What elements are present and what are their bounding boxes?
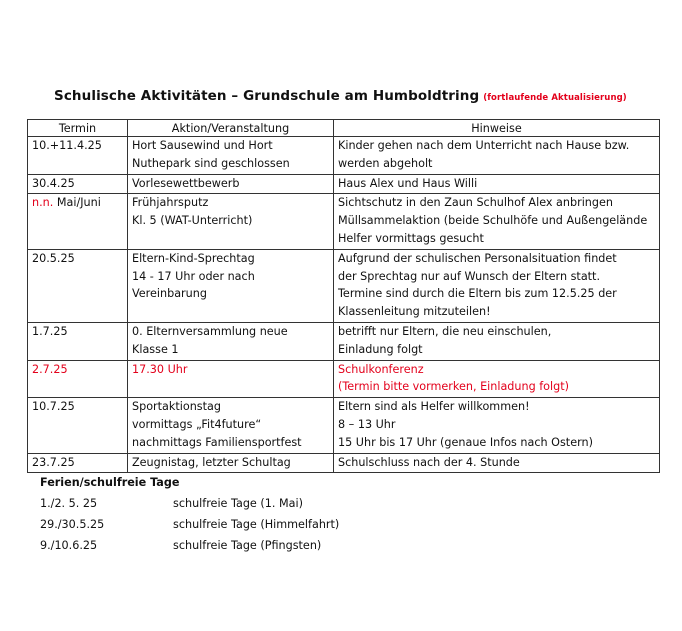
cell-hinweise: [334, 398, 660, 453]
hinweis-line: Müllsammelaktion (beide Schulhöfe und Außengelände: [338, 214, 648, 228]
termin-date: 10.7.25: [32, 400, 75, 414]
cell-termin: [28, 322, 128, 360]
title-subtitle: (fortlaufende Aktualisierung): [483, 93, 627, 103]
aktion-line: 14 - 17 Uhr oder nach: [132, 269, 255, 283]
table-body: [28, 137, 660, 473]
table-row: [28, 360, 660, 398]
termin-prefix: n.n.: [32, 196, 54, 210]
cell-hinweise: [334, 360, 660, 398]
aktion-line: 0. Elternversammlung neue: [132, 324, 288, 338]
cell-aktion: [128, 453, 334, 473]
hinweis-line: Klassenleitung mitzuteilen!: [338, 305, 491, 319]
cell-hinweise: [334, 194, 660, 249]
hinweis-line: werden abgeholt: [338, 156, 433, 170]
cell-termin: [28, 249, 128, 322]
termin-date: 20.5.25: [32, 251, 75, 265]
cell-aktion: [128, 137, 334, 175]
hinweis-line: Schulschluss nach der 4. Stunde: [338, 455, 520, 469]
hinweis-line: betrifft nur Eltern, die neu einschulen,: [338, 324, 552, 338]
hinweis-line: 8 – 13 Uhr: [338, 417, 396, 431]
cell-aktion: [128, 398, 334, 453]
termin-date: 10.+11.4.25: [32, 139, 102, 152]
holidays-list: [40, 493, 339, 556]
termin-date: 30.4.25: [32, 176, 75, 190]
page-title: [54, 88, 627, 104]
holidays-heading: Ferien/schulfreie Tage: [40, 476, 180, 489]
aktion-line: Vereinbarung: [132, 287, 207, 301]
table-row: [28, 174, 660, 194]
cell-hinweise: [334, 174, 660, 194]
header-termin: Termin: [28, 120, 128, 137]
aktion-line: Zeugnistag, letzter Schultag: [132, 455, 291, 469]
table-row: [28, 137, 660, 175]
cell-termin: [28, 360, 128, 398]
termin-date: 2.7.25: [32, 362, 68, 376]
hinweis-line: (Termin bitte vormerken, Einladung folgt): [338, 380, 569, 394]
aktion-line: nachmittags Familiensportfest: [132, 435, 302, 449]
cell-termin: [28, 194, 128, 249]
holiday-label: schulfreie Tage (Pfingsten): [173, 539, 322, 552]
holiday-row: [40, 514, 339, 535]
holidays-section: [40, 475, 339, 556]
holiday-label: schulfreie Tage (1. Mai): [173, 497, 303, 510]
hinweis-line: Haus Alex und Haus Willi: [338, 176, 478, 190]
hinweis-line: Schulkonferenz: [338, 362, 424, 376]
aktion-line: Hort Sausewind und Hort: [132, 139, 273, 152]
cell-termin: [28, 453, 128, 473]
table-row: [28, 453, 660, 473]
hinweis-line: Termine sind durch die Eltern bis zum 12.5.25 der: [338, 287, 617, 301]
aktion-line: Frühjahrsputz: [132, 196, 209, 210]
hinweis-line: Sichtschutz in den Zaun Schulhof Alex anbringen: [338, 196, 613, 210]
holiday-date: 9./10.6.25: [40, 539, 98, 552]
aktion-line: Nuthepark sind geschlossen: [132, 156, 290, 170]
table-row: [28, 322, 660, 360]
hinweis-line: der Sprechtag nur auf Wunsch der Eltern statt.: [338, 269, 601, 283]
aktion-line: vormittags „Fit4future“: [132, 417, 262, 431]
cell-aktion: [128, 249, 334, 322]
table-header-row: [28, 120, 660, 137]
hinweis-line: Helfer vormittags gesucht: [338, 231, 484, 245]
cell-hinweise: [334, 249, 660, 322]
cell-aktion: [128, 174, 334, 194]
aktion-line: Eltern-Kind-Sprechtag: [132, 251, 255, 265]
hinweis-line: Aufgrund der schulischen Personalsituation findet: [338, 251, 617, 265]
termin-date: 1.7.25: [32, 324, 68, 338]
header-aktion: Aktion/Veranstaltung: [128, 120, 334, 137]
cell-aktion: [128, 360, 334, 398]
hinweis-line: Kinder gehen nach dem Unterricht nach Hause bzw.: [338, 139, 630, 152]
hinweis-line: Eltern sind als Helfer willkommen!: [338, 400, 530, 414]
holiday-date: 29./30.5.25: [40, 518, 105, 531]
header-hinweise: Hinweise: [334, 120, 660, 137]
holiday-date: 1./2. 5. 25: [40, 497, 98, 510]
cell-termin: [28, 137, 128, 175]
aktion-line: Vorlesewettbewerb: [132, 176, 240, 190]
table-row: [28, 249, 660, 322]
aktion-line: Sportaktionstag: [132, 400, 221, 414]
cell-termin: [28, 174, 128, 194]
holiday-row: [40, 493, 339, 514]
cell-termin: [28, 398, 128, 453]
table-row: [28, 398, 660, 453]
cell-hinweise: [334, 453, 660, 473]
cell-aktion: [128, 322, 334, 360]
cell-aktion: [128, 194, 334, 249]
table-row: [28, 194, 660, 249]
cell-hinweise: [334, 137, 660, 175]
termin-date: 23.7.25: [32, 455, 75, 469]
aktion-line: Kl. 5 (WAT-Unterricht): [132, 214, 253, 228]
termin-date: Mai/Juni: [53, 196, 101, 210]
aktion-line: Klasse 1: [132, 342, 179, 356]
title-main: Schulische Aktivitäten – Grundschule am Humboldtring: [54, 88, 480, 104]
cell-hinweise: [334, 322, 660, 360]
hinweis-line: 15 Uhr bis 17 Uhr (genaue Infos nach Ostern): [338, 435, 593, 449]
holiday-row: [40, 535, 339, 556]
aktion-line: 17.30 Uhr: [132, 362, 188, 376]
schedule-table: [27, 119, 660, 473]
holiday-label: schulfreie Tage (Himmelfahrt): [173, 518, 340, 531]
hinweis-line: Einladung folgt: [338, 342, 423, 356]
